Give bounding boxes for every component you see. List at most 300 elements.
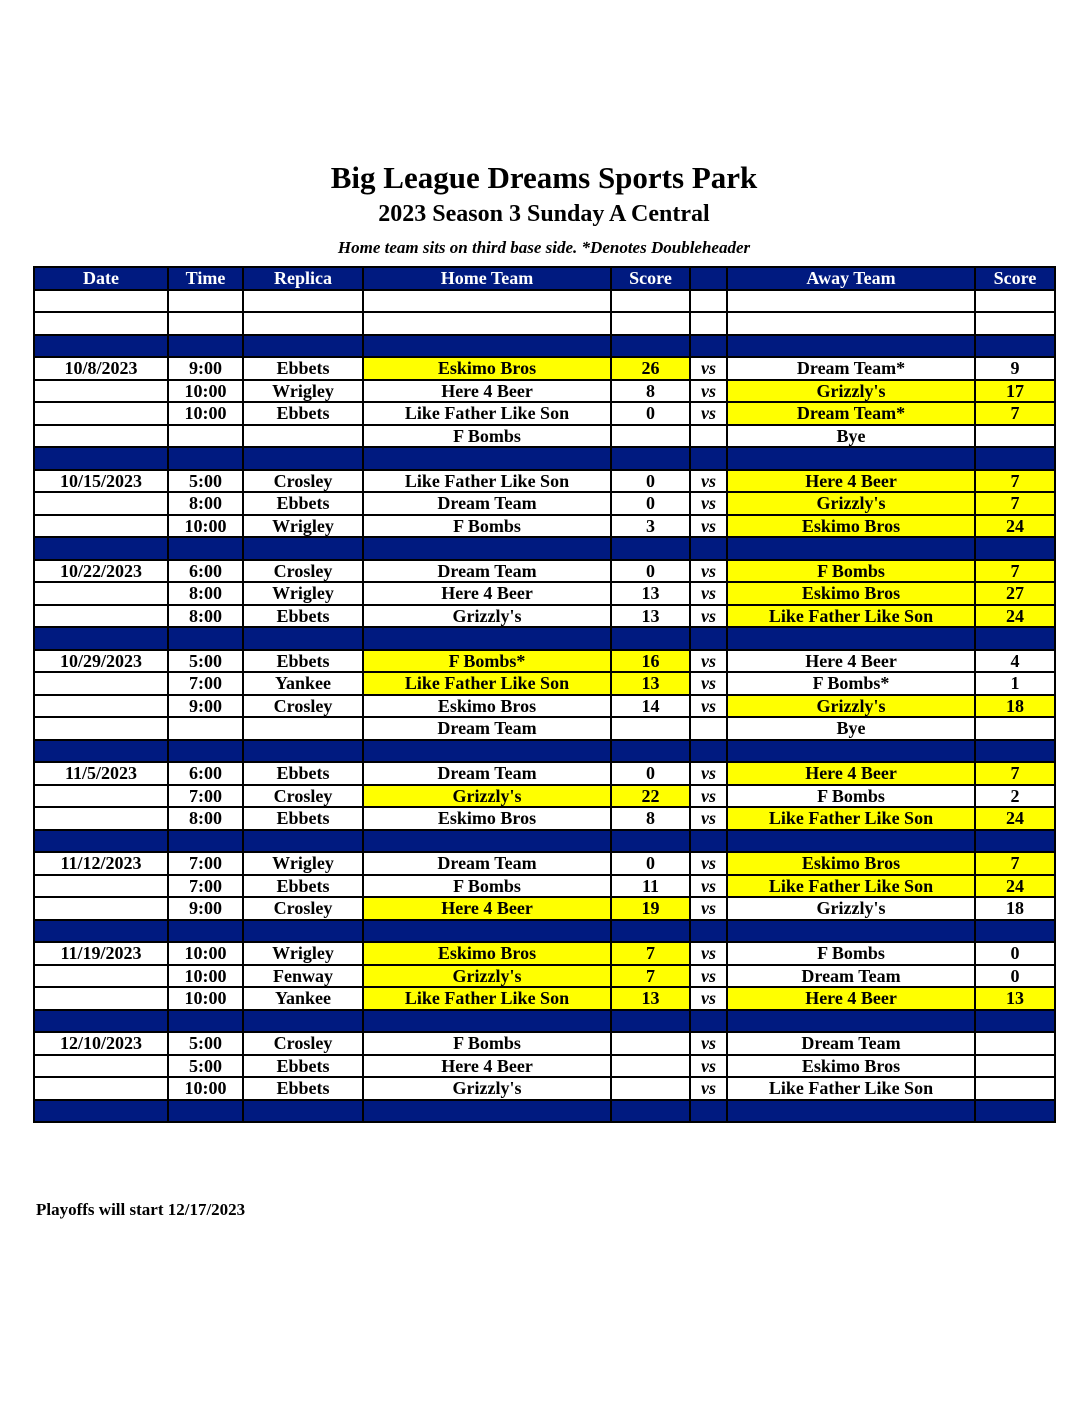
away-team-cell — [727, 740, 975, 763]
away-team-cell — [727, 335, 975, 358]
home-score-cell: 0 — [611, 852, 690, 875]
vs-cell — [690, 447, 727, 470]
vs-cell: vs — [690, 605, 727, 628]
game-row — [34, 650, 1055, 673]
away-team-cell: F Bombs — [727, 785, 975, 808]
home-score-cell — [611, 537, 690, 560]
away-score-cell: 24 — [975, 875, 1055, 898]
away-score-cell: 1 — [975, 672, 1055, 695]
replica-cell: Yankee — [243, 987, 363, 1010]
game-row — [34, 470, 1055, 493]
home-team-cell: Here 4 Beer — [363, 1055, 611, 1078]
home-team-cell: Here 4 Beer — [363, 582, 611, 605]
home-score-cell: 13 — [611, 987, 690, 1010]
home-score-cell — [611, 425, 690, 448]
home-team-cell: Grizzly's — [363, 785, 611, 808]
away-team-cell: Eskimo Bros — [727, 515, 975, 538]
away-score-cell — [975, 627, 1055, 650]
bye-row — [34, 425, 1055, 448]
away-score-cell: 7 — [975, 762, 1055, 785]
away-score-cell — [975, 1010, 1055, 1033]
replica-cell — [243, 740, 363, 763]
home-team-cell: Eskimo Bros — [363, 357, 611, 380]
time-cell: 10:00 — [168, 402, 243, 425]
replica-cell: Crosley — [243, 897, 363, 920]
away-score-cell: 13 — [975, 987, 1055, 1010]
date-cell — [34, 402, 168, 425]
vs-cell: vs — [690, 515, 727, 538]
vs-cell — [690, 335, 727, 358]
home-score-cell: 13 — [611, 582, 690, 605]
time-cell: 10:00 — [168, 942, 243, 965]
home-score-cell: 16 — [611, 650, 690, 673]
date-cell: 10/29/2023 — [34, 650, 168, 673]
replica-cell — [243, 425, 363, 448]
date-cell — [34, 965, 168, 988]
replica-cell — [243, 312, 363, 335]
time-cell — [168, 312, 243, 335]
home-team-cell: Like Father Like Son — [363, 987, 611, 1010]
vs-cell — [690, 1010, 727, 1033]
home-team-cell: Like Father Like Son — [363, 672, 611, 695]
time-cell: 9:00 — [168, 695, 243, 718]
away-team-cell: Dream Team — [727, 965, 975, 988]
time-cell: 10:00 — [168, 965, 243, 988]
vs-cell: vs — [690, 560, 727, 583]
away-score-cell — [975, 1077, 1055, 1100]
replica-cell — [243, 920, 363, 943]
home-score-cell — [611, 1010, 690, 1033]
away-team-cell: Bye — [727, 717, 975, 740]
home-team-cell — [363, 920, 611, 943]
vs-cell — [690, 425, 727, 448]
home-score-cell — [611, 1100, 690, 1123]
away-team-cell — [727, 290, 975, 313]
home-score-cell: 11 — [611, 875, 690, 898]
vs-cell — [690, 1100, 727, 1123]
away-team-cell — [727, 1010, 975, 1033]
date-cell — [34, 425, 168, 448]
home-team-cell — [363, 1010, 611, 1033]
game-row — [34, 380, 1055, 403]
game-row — [34, 515, 1055, 538]
vs-cell: vs — [690, 852, 727, 875]
col-home-score-header: Score — [611, 267, 690, 290]
vs-cell: vs — [690, 380, 727, 403]
home-score-cell: 0 — [611, 492, 690, 515]
home-team-cell: F Bombs — [363, 875, 611, 898]
page-subtitle: 2023 Season 3 Sunday A Central — [378, 201, 710, 227]
game-row — [34, 852, 1055, 875]
away-team-cell: Eskimo Bros — [727, 582, 975, 605]
week-separator-row — [34, 1010, 1055, 1033]
game-row — [34, 942, 1055, 965]
date-cell: 11/19/2023 — [34, 942, 168, 965]
vs-cell — [690, 312, 727, 335]
vs-cell — [690, 290, 727, 313]
date-cell — [34, 537, 168, 560]
home-score-cell — [611, 1032, 690, 1055]
time-cell: 5:00 — [168, 1032, 243, 1055]
vs-cell: vs — [690, 695, 727, 718]
away-team-cell: Grizzly's — [727, 380, 975, 403]
home-team-cell: Eskimo Bros — [363, 942, 611, 965]
vs-cell: vs — [690, 1077, 727, 1100]
date-cell — [34, 335, 168, 358]
home-score-cell: 7 — [611, 965, 690, 988]
replica-cell: Ebbets — [243, 807, 363, 830]
date-cell — [34, 875, 168, 898]
game-row — [34, 785, 1055, 808]
time-cell — [168, 740, 243, 763]
time-cell: 9:00 — [168, 357, 243, 380]
time-cell: 8:00 — [168, 807, 243, 830]
time-cell: 10:00 — [168, 515, 243, 538]
home-score-cell — [611, 920, 690, 943]
replica-cell — [243, 537, 363, 560]
date-cell — [34, 290, 168, 313]
time-cell — [168, 717, 243, 740]
home-team-cell: Dream Team — [363, 492, 611, 515]
game-row — [34, 560, 1055, 583]
replica-cell — [243, 1100, 363, 1123]
playoffs-note: Playoffs will start 12/17/2023 — [36, 1200, 246, 1219]
week-separator-row — [34, 920, 1055, 943]
home-team-cell: F Bombs — [363, 425, 611, 448]
vs-cell — [690, 830, 727, 853]
away-team-cell: Grizzly's — [727, 897, 975, 920]
time-cell — [168, 537, 243, 560]
game-row — [34, 492, 1055, 515]
schedule-table — [33, 266, 1056, 1123]
date-cell — [34, 1010, 168, 1033]
vs-cell: vs — [690, 650, 727, 673]
away-team-cell — [727, 312, 975, 335]
blank-row — [34, 312, 1055, 335]
away-team-cell — [727, 830, 975, 853]
away-team-cell: Bye — [727, 425, 975, 448]
away-score-cell: 7 — [975, 470, 1055, 493]
home-score-cell — [611, 335, 690, 358]
col-home-team-header: Home Team — [363, 267, 611, 290]
game-row — [34, 897, 1055, 920]
replica-cell: Wrigley — [243, 852, 363, 875]
replica-cell: Wrigley — [243, 515, 363, 538]
away-team-cell: F Bombs — [727, 560, 975, 583]
game-row — [34, 357, 1055, 380]
date-cell — [34, 987, 168, 1010]
home-score-cell: 14 — [611, 695, 690, 718]
vs-cell: vs — [690, 785, 727, 808]
time-cell — [168, 1010, 243, 1033]
home-team-cell: Dream Team — [363, 852, 611, 875]
home-score-cell: 0 — [611, 402, 690, 425]
away-team-cell: Here 4 Beer — [727, 470, 975, 493]
replica-cell: Ebbets — [243, 1077, 363, 1100]
time-cell — [168, 447, 243, 470]
date-cell — [34, 492, 168, 515]
week-separator-row — [34, 627, 1055, 650]
replica-cell: Wrigley — [243, 582, 363, 605]
home-score-cell: 26 — [611, 357, 690, 380]
game-row — [34, 1032, 1055, 1055]
away-team-cell: F Bombs — [727, 942, 975, 965]
replica-cell — [243, 627, 363, 650]
away-score-cell: 7 — [975, 852, 1055, 875]
vs-cell: vs — [690, 942, 727, 965]
time-cell — [168, 920, 243, 943]
replica-cell: Crosley — [243, 470, 363, 493]
game-row — [34, 402, 1055, 425]
date-cell — [34, 582, 168, 605]
replica-cell: Crosley — [243, 785, 363, 808]
time-cell: 6:00 — [168, 560, 243, 583]
game-row — [34, 1077, 1055, 1100]
away-score-cell — [975, 1100, 1055, 1123]
home-score-cell — [611, 740, 690, 763]
time-cell: 7:00 — [168, 852, 243, 875]
time-cell: 5:00 — [168, 470, 243, 493]
home-team-cell: F Bombs — [363, 1032, 611, 1055]
home-team-cell — [363, 290, 611, 313]
away-score-cell — [975, 1055, 1055, 1078]
replica-cell: Ebbets — [243, 762, 363, 785]
game-row — [34, 762, 1055, 785]
date-cell — [34, 627, 168, 650]
blank-row — [34, 290, 1055, 313]
time-cell: 6:00 — [168, 762, 243, 785]
away-score-cell — [975, 312, 1055, 335]
replica-cell — [243, 447, 363, 470]
bye-row — [34, 717, 1055, 740]
replica-cell: Ebbets — [243, 875, 363, 898]
week-separator-row — [34, 335, 1055, 358]
away-team-cell: Here 4 Beer — [727, 762, 975, 785]
home-team-cell — [363, 1100, 611, 1123]
replica-cell: Ebbets — [243, 402, 363, 425]
away-score-cell — [975, 920, 1055, 943]
replica-cell: Ebbets — [243, 492, 363, 515]
date-cell: 11/5/2023 — [34, 762, 168, 785]
time-cell: 10:00 — [168, 1077, 243, 1100]
away-score-cell: 0 — [975, 965, 1055, 988]
vs-cell: vs — [690, 1032, 727, 1055]
away-team-cell: Dream Team* — [727, 357, 975, 380]
home-score-cell — [611, 627, 690, 650]
vs-cell: vs — [690, 1055, 727, 1078]
home-team-cell: Here 4 Beer — [363, 897, 611, 920]
time-cell — [168, 830, 243, 853]
away-team-cell: Dream Team* — [727, 402, 975, 425]
home-score-cell: 22 — [611, 785, 690, 808]
away-score-cell: 7 — [975, 492, 1055, 515]
home-score-cell — [611, 312, 690, 335]
away-score-cell: 9 — [975, 357, 1055, 380]
away-score-cell — [975, 740, 1055, 763]
replica-cell: Wrigley — [243, 942, 363, 965]
time-cell: 8:00 — [168, 492, 243, 515]
replica-cell — [243, 335, 363, 358]
home-score-cell: 8 — [611, 380, 690, 403]
away-score-cell — [975, 290, 1055, 313]
away-team-cell: Here 4 Beer — [727, 650, 975, 673]
col-away-score-header: Score — [975, 267, 1055, 290]
date-cell: 10/8/2023 — [34, 357, 168, 380]
date-cell: 11/12/2023 — [34, 852, 168, 875]
schedule-body — [34, 290, 1055, 1123]
date-cell — [34, 312, 168, 335]
vs-cell — [690, 627, 727, 650]
away-score-cell — [975, 447, 1055, 470]
away-team-cell: Like Father Like Son — [727, 605, 975, 628]
vs-cell: vs — [690, 875, 727, 898]
home-team-cell: Dream Team — [363, 560, 611, 583]
replica-cell: Crosley — [243, 695, 363, 718]
away-score-cell: 27 — [975, 582, 1055, 605]
game-row — [34, 965, 1055, 988]
home-team-cell — [363, 537, 611, 560]
away-team-cell — [727, 920, 975, 943]
home-team-cell: F Bombs — [363, 515, 611, 538]
time-cell: 9:00 — [168, 897, 243, 920]
away-score-cell — [975, 1032, 1055, 1055]
away-team-cell — [727, 447, 975, 470]
replica-cell — [243, 290, 363, 313]
replica-cell: Yankee — [243, 672, 363, 695]
time-cell: 10:00 — [168, 987, 243, 1010]
col-away-team-header: Away Team — [727, 267, 975, 290]
vs-cell: vs — [690, 470, 727, 493]
away-team-cell — [727, 537, 975, 560]
replica-cell: Crosley — [243, 1032, 363, 1055]
col-replica-header: Replica — [243, 267, 363, 290]
home-score-cell: 0 — [611, 470, 690, 493]
away-score-cell: 24 — [975, 807, 1055, 830]
vs-cell: vs — [690, 897, 727, 920]
week-separator-row — [34, 1100, 1055, 1123]
week-separator-row — [34, 740, 1055, 763]
date-cell — [34, 672, 168, 695]
game-row — [34, 582, 1055, 605]
game-row — [34, 605, 1055, 628]
vs-cell: vs — [690, 762, 727, 785]
away-team-cell: F Bombs* — [727, 672, 975, 695]
time-cell: 7:00 — [168, 672, 243, 695]
date-cell — [34, 1077, 168, 1100]
home-team-cell: Grizzly's — [363, 1077, 611, 1100]
week-separator-row — [34, 447, 1055, 470]
home-team-cell: Here 4 Beer — [363, 380, 611, 403]
home-score-cell — [611, 717, 690, 740]
away-team-cell: Grizzly's — [727, 492, 975, 515]
replica-cell — [243, 717, 363, 740]
replica-cell — [243, 830, 363, 853]
game-row — [34, 695, 1055, 718]
away-score-cell: 4 — [975, 650, 1055, 673]
vs-cell: vs — [690, 987, 727, 1010]
date-cell — [34, 1055, 168, 1078]
away-score-cell — [975, 717, 1055, 740]
schedule-note: Home team sits on third base side. *Denotes Doubleheader — [337, 238, 751, 257]
home-score-cell: 3 — [611, 515, 690, 538]
away-score-cell: 24 — [975, 605, 1055, 628]
game-row — [34, 987, 1055, 1010]
home-score-cell — [611, 447, 690, 470]
date-cell — [34, 447, 168, 470]
home-team-cell: Eskimo Bros — [363, 807, 611, 830]
home-team-cell — [363, 830, 611, 853]
date-cell — [34, 695, 168, 718]
vs-cell: vs — [690, 582, 727, 605]
time-cell: 5:00 — [168, 650, 243, 673]
vs-cell: vs — [690, 492, 727, 515]
time-cell — [168, 425, 243, 448]
home-team-cell — [363, 627, 611, 650]
away-team-cell: Eskimo Bros — [727, 1055, 975, 1078]
date-cell — [34, 740, 168, 763]
home-team-cell — [363, 447, 611, 470]
home-score-cell — [611, 1077, 690, 1100]
replica-cell — [243, 1010, 363, 1033]
home-team-cell: Grizzly's — [363, 605, 611, 628]
page-title: Big League Dreams Sports Park — [330, 160, 758, 195]
date-cell — [34, 807, 168, 830]
vs-cell: vs — [690, 807, 727, 830]
home-team-cell — [363, 335, 611, 358]
away-score-cell: 18 — [975, 695, 1055, 718]
game-row — [34, 875, 1055, 898]
col-date-header: Date — [34, 267, 168, 290]
vs-cell — [690, 920, 727, 943]
home-team-cell: Grizzly's — [363, 965, 611, 988]
away-score-cell — [975, 425, 1055, 448]
away-team-cell: Dream Team — [727, 1032, 975, 1055]
header-row — [34, 267, 1055, 290]
date-cell — [34, 920, 168, 943]
time-cell — [168, 627, 243, 650]
time-cell — [168, 335, 243, 358]
replica-cell: Ebbets — [243, 650, 363, 673]
date-cell: 10/15/2023 — [34, 470, 168, 493]
vs-cell: vs — [690, 672, 727, 695]
home-team-cell — [363, 312, 611, 335]
vs-cell: vs — [690, 965, 727, 988]
away-score-cell — [975, 537, 1055, 560]
home-score-cell: 19 — [611, 897, 690, 920]
time-cell: 8:00 — [168, 605, 243, 628]
away-team-cell: Grizzly's — [727, 695, 975, 718]
away-score-cell: 7 — [975, 560, 1055, 583]
time-cell: 8:00 — [168, 582, 243, 605]
replica-cell: Ebbets — [243, 357, 363, 380]
time-cell: 7:00 — [168, 875, 243, 898]
time-cell: 5:00 — [168, 1055, 243, 1078]
home-team-cell — [363, 740, 611, 763]
away-score-cell — [975, 830, 1055, 853]
away-score-cell: 2 — [975, 785, 1055, 808]
time-cell: 10:00 — [168, 380, 243, 403]
away-team-cell: Like Father Like Son — [727, 1077, 975, 1100]
away-team-cell — [727, 627, 975, 650]
game-row — [34, 1055, 1055, 1078]
away-team-cell — [727, 1100, 975, 1123]
away-score-cell: 17 — [975, 380, 1055, 403]
date-cell — [34, 785, 168, 808]
date-cell — [34, 830, 168, 853]
home-team-cell: Eskimo Bros — [363, 695, 611, 718]
replica-cell: Crosley — [243, 560, 363, 583]
away-team-cell: Like Father Like Son — [727, 807, 975, 830]
